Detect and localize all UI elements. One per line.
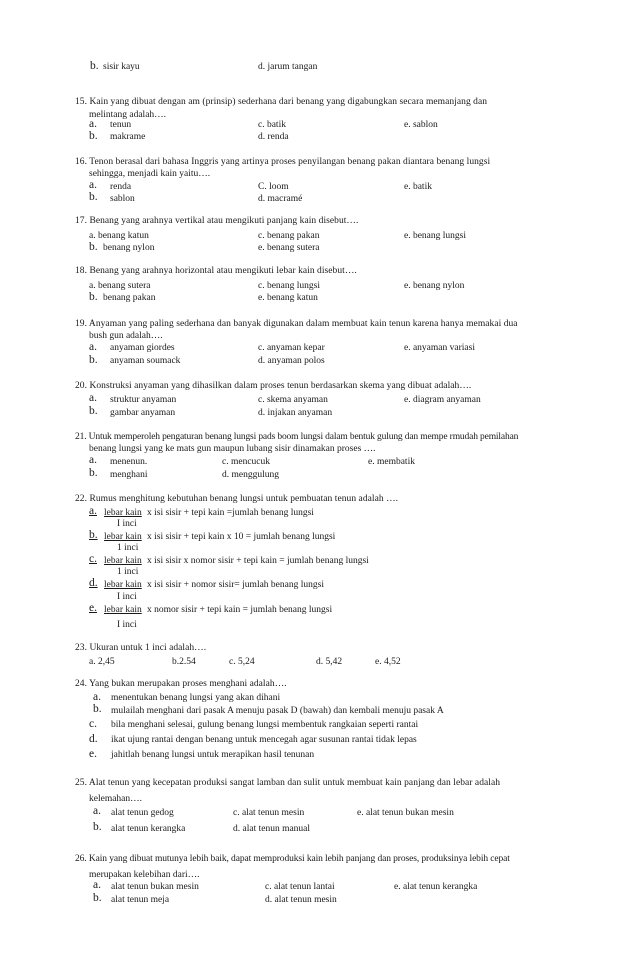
option-e: e. benang lungsi [404, 231, 467, 241]
option-a-text: alat tenun gedog [111, 808, 174, 818]
option-d: d. alat tenun mesin [265, 895, 337, 905]
option-e-text: jahitlah benang lungsi untuk merapikan hasil tenunan [111, 750, 315, 760]
option-a: a. benang sutera [89, 281, 151, 291]
option-d: d. menggulung [222, 470, 279, 480]
option-b-text: alat tenun kerangka [111, 824, 186, 834]
question-stem-cont: bush gun adalah…. [89, 331, 163, 341]
option-a-letter: a. [89, 505, 97, 517]
option-b-letter: b. [89, 191, 98, 203]
formula-numerator: lebar kain [104, 532, 142, 542]
option-b-text: gambar anyaman [110, 408, 176, 418]
option-b-text: menghani [110, 470, 148, 480]
option-a-letter: a. [93, 879, 101, 891]
option-a: a. 2,45 [89, 657, 115, 667]
option-c-letter: c. [89, 718, 97, 730]
option-c: c. skema anyaman [258, 395, 328, 405]
option-b-letter: b. [93, 821, 102, 833]
option-d: d. anyaman polos [258, 356, 325, 366]
option-d: d. jarum tangan [258, 62, 318, 72]
question-stem: 20. Konstruksi anyaman yang dihasilkan dalam proses tenun berdasarkan skema yang dibuat adalah…. [75, 381, 472, 391]
option-a-text: tenun [110, 120, 132, 130]
option-b-text: benang pakan [103, 293, 156, 303]
formula-numerator: lebar kain [104, 556, 142, 566]
option-d: d. macramé [258, 194, 303, 204]
option-c: c. batik [258, 120, 286, 130]
option-d: d. alat tenun manual [233, 824, 311, 834]
option-e: e. benang nylon [404, 281, 465, 291]
option-d: e. benang katun [258, 293, 318, 303]
option-b-letter: b. [89, 291, 98, 303]
question-stem: 23. Ukuran untuk 1 inci adalah…. [75, 643, 207, 653]
option-a-letter: a. [89, 179, 97, 191]
option-a-text: menenun. [110, 457, 148, 467]
option-b-letter: b. [89, 241, 98, 253]
option-a-text: renda [110, 182, 132, 192]
option-a-text: x isi sisir + tepi kain =jumlah benang lungsi [147, 508, 314, 518]
option-c-text: x isi sisir x nomor sisir + tepi kain = jumlah benang lungsi [147, 556, 369, 566]
option-c: C. loom [258, 182, 289, 192]
option-c: c. benang lungsi [258, 281, 321, 291]
question-stem: 22. Rumus menghitung kebutuhan benang lungsi untuk pembuatan tenun adalah …. [75, 494, 399, 504]
option-b-text: makrame [110, 132, 146, 142]
option-b-letter: b. [89, 354, 98, 366]
option-c-letter: c. [89, 553, 97, 565]
option-c-text: bila menghani selesai, gulung benang lungsi membentuk rangkaian seperti rantai [111, 720, 419, 730]
question-stem-cont: benang lungsi yang ke mats gun maupun lubang sisir dinamakan proses …. [89, 444, 376, 454]
option-c: c. anyaman kepar [258, 343, 325, 353]
option-c: c. alat tenun mesin [233, 808, 305, 818]
question-stem: 19. Anyaman yang paling sederhana dan banyak digunakan dalam membuat kain tenun karena hanya memakai dua [75, 319, 518, 329]
option-d-text: ikat ujung rantai dengan benang untuk mencegah agar susunan rantai tidak lepas [111, 735, 417, 745]
question-stem: 18. Benang yang arahnya horizontal atau mengikuti lebar kain disebut…. [75, 266, 357, 276]
question-stem: 24. Yang bukan merupakan proses menghani adalah…. [75, 679, 287, 689]
option-e: e. sablon [404, 120, 438, 130]
option-d: d. injakan anyaman [258, 408, 333, 418]
option-b: b.2.54 [172, 657, 196, 667]
option-d: d. renda [258, 132, 289, 142]
formula-denominator: I inci [117, 519, 137, 529]
option-e: e. anyaman variasi [404, 343, 475, 353]
option-e: e. diagram anyaman [404, 395, 481, 405]
option-b-letter: b. [89, 405, 98, 417]
question-stem: 16. Tenon berasal dari bahasa Inggris yang artinya proses penyilangan benang pakan diantara benang lungsi [75, 157, 491, 167]
option-a-letter: a. [89, 392, 97, 404]
formula-denominator: I inci [117, 620, 137, 630]
formula-numerator: lebar kain [104, 605, 142, 615]
option-a-letter: a. [89, 341, 97, 353]
option-b-letter: b. [89, 130, 98, 142]
option-d-text: x isi sisir + nomor sisir= jumlah benang lungsi [147, 580, 324, 590]
option-e-text: x nomor sisir + tepi kain = jumlah benang lungsi [147, 605, 333, 615]
formula-numerator: lebar kain [104, 508, 142, 518]
option-b-letter: b. [90, 60, 99, 72]
option-a-letter: a. [89, 454, 97, 466]
formula-denominator: I inci [117, 592, 137, 602]
option-b-text: anyaman soumack [110, 356, 181, 366]
question-stem-cont: melintang adalah…. [89, 110, 167, 120]
question-stem: 25. Alat tenun yang kecepatan produksi sangat lamban dan sulit untuk membuat kain panjang dan lebar adalah [75, 778, 501, 788]
option-e-letter: e. [89, 602, 97, 614]
question-stem: 21. Untuk memperoleh pengaturan benang lungsi pads boom lungsi dalam bentuk gulung dan mempe rmudah pemilahan [75, 432, 519, 442]
option-b-text: mulailah menghani dari pasak A menuju pasak D (bawah) dan kembali menuju pasak A [111, 706, 444, 716]
option-a-text: menentukan benang lungsi yang akan dihani [111, 693, 281, 703]
option-a-text: alat tenun bukan mesin [111, 882, 199, 892]
option-b-letter: b. [93, 892, 102, 904]
option-c: c. alat tenun lantai [265, 882, 335, 892]
question-stem-cont: merupakan kelebihan dari…. [89, 870, 200, 880]
option-b-letter: b. [89, 467, 98, 479]
option-e: e. batik [404, 182, 432, 192]
option-e: e. alat tenun bukan mesin [357, 808, 454, 818]
option-c: c. benang pakan [258, 231, 320, 241]
option-d: e. benang sutera [258, 243, 320, 253]
formula-denominator: 1 inci [117, 567, 139, 577]
option-b-text: benang nylon [103, 243, 155, 253]
option-d: d. 5,42 [316, 657, 343, 667]
option-a-text: struktur anyaman [110, 395, 177, 405]
option-d-letter: d. [89, 577, 98, 589]
option-e-letter: e. [89, 748, 97, 760]
question-stem: 15. Kain yang dibuat dengan am (prinsip) sederhana dari benang yang digabungkan secara memanjang dan [75, 97, 488, 107]
question-stem: 17. Benang yang arahnya vertikal atau mengikuti panjang kain disebut…. [75, 216, 359, 226]
question-stem-cont: sehingga, menjadi kain yaitu…. [89, 169, 211, 179]
formula-numerator: lebar kain [104, 580, 142, 590]
option-b-text: x isi sisir + tepi kain x 10 = jumlah benang lungsi [147, 532, 336, 542]
option-c: c. 5,24 [229, 657, 255, 667]
option-c: c. mencucuk [222, 457, 271, 467]
option-b-text: sablon [110, 194, 135, 204]
formula-denominator: 1 inci [117, 543, 139, 553]
question-stem-cont: kelemahan…. [89, 794, 143, 804]
option-b-letter: b. [93, 703, 102, 715]
option-a-letter: a. [89, 118, 97, 130]
option-e: e. alat tenun kerangka [394, 882, 478, 892]
option-a-letter: a. [93, 691, 101, 703]
option-b-text: alat tenun meja [111, 895, 170, 905]
option-e: e. 4,52 [375, 657, 401, 667]
question-stem: 26. Kain yang dibuat mutunya lebih baik, dapat memproduksi kain lebih panjang dan proses, produksinya lebih cepat [75, 854, 510, 864]
option-d-letter: d. [89, 733, 98, 745]
option-a: a. benang katun [89, 231, 149, 241]
option-b-letter: b. [89, 529, 98, 541]
option-a-letter: a. [93, 805, 101, 817]
option-a-text: anyaman giordes [110, 343, 175, 353]
option-e: e. membatik [368, 457, 415, 467]
option-b-text: sisir kayu [103, 62, 140, 72]
